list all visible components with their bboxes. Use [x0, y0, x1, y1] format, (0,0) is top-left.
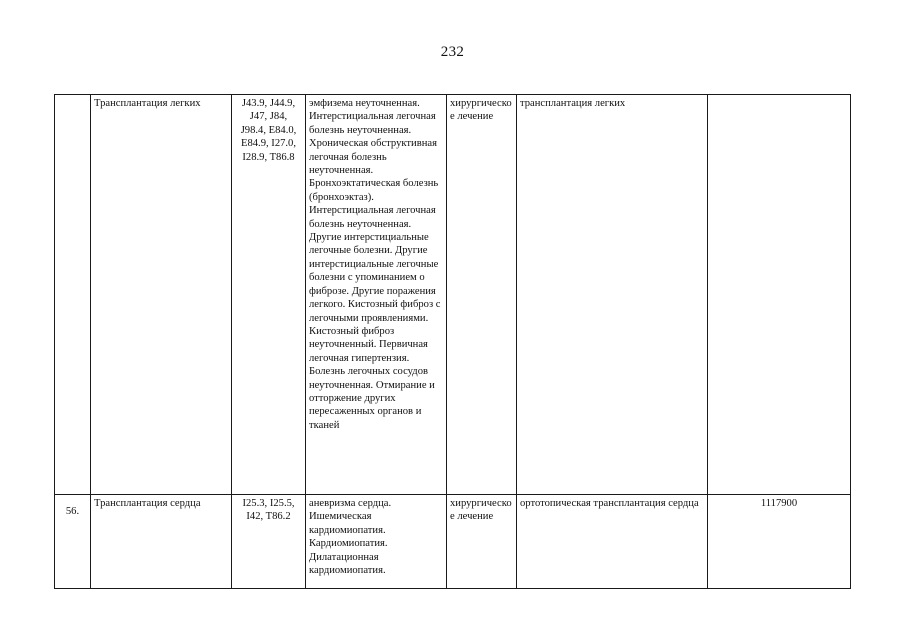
page-number: 232 [440, 44, 465, 60]
row-number [55, 95, 91, 495]
row-number: 56. [55, 495, 91, 589]
icd-codes [232, 95, 306, 495]
icd-code-line: I28.9, T86.8 [242, 151, 295, 163]
icd-code-line: I42, T86.2 [246, 511, 291, 523]
icd-code-line: J43.9, J44.9, [241, 98, 296, 109]
icd-code-line: I25.3, I25.5, [242, 498, 295, 509]
icd-code-line: E84.9, I27.0, [240, 138, 297, 150]
treatment-type: хирургическое лечение [447, 495, 517, 589]
treatment-type: хирургическое лечение [447, 95, 517, 495]
table-row [55, 95, 851, 495]
icd-code-line: J98.4, E84.0, [240, 124, 297, 136]
treatment-method: трансплантация легких [517, 95, 708, 495]
table-row [55, 495, 851, 589]
icd-codes [232, 495, 306, 589]
treatment-method: ортотопическая трансплантация сердца [517, 495, 708, 589]
icd-code-line: J47, J84, [249, 111, 288, 123]
procedure-name: Трансплантация легких [91, 95, 232, 495]
price-value: 1117900 [708, 495, 851, 589]
procedures-table [54, 94, 851, 589]
diagnosis-description: аневризма сердца. Ишемическая кардиомиопатия. Кардиомиопатия. Дилатационная кардиомиопатия. [306, 495, 447, 589]
procedure-name: Трансплантация сердца [91, 495, 232, 589]
price-value [708, 95, 851, 495]
diagnosis-description: эмфизема неуточненная. Интерстициальная легочная болезнь неуточненная. Хроническая обструктивная легочная болезнь неуточненная. Бронхоэктатическая болезнь (бронхоэктаз). Интерстициальная легочная болезнь неуточненная. Другие интерстициальные легочные болезни. Другие интерстициальные легочные болезни с упоминанием о фиброзе. Другие поражения легкого. Кистозный фиброз с легочными проявлениями. Кистозный фиброз неуточненный. Первичная легочная гипертензия. Болезнь легочных сосудов неуточненная. Отмирание и отторжение других пересаженных органов и тканей [306, 95, 447, 495]
